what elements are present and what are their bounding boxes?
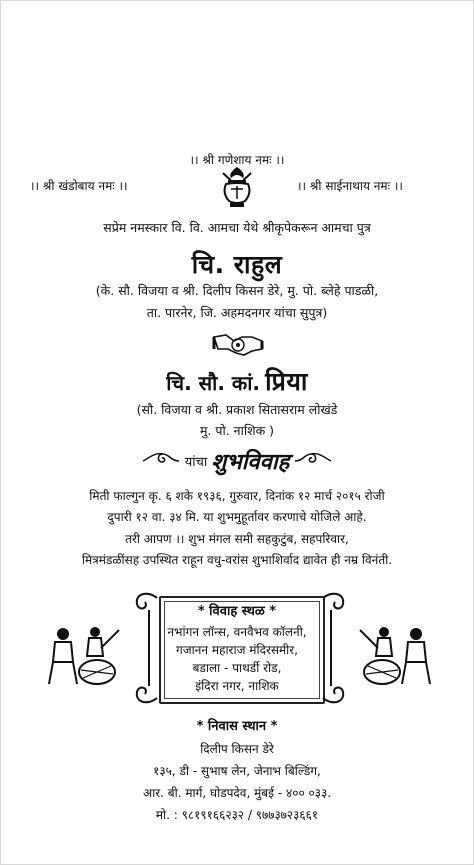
bride-name-line [0,364,474,398]
yancha-text: यांचा [184,455,208,470]
invocation-left: ।। श्री खंडोबाय नमः ।। [30,179,128,193]
groom-parents-line2: ता. पारनेर, जि. अहमदनगर यांचा सुपुत्र) [146,305,328,320]
invocation-top: ।। श्री गणेशाय नमः ।। [189,153,285,167]
venue-heading: * विवाह स्थळ * [197,604,277,619]
swirl-ornament-icon [293,450,333,472]
venue-line: इंदिरा नगर, नाशिक [195,679,279,693]
venue-line: नभांगन लॉन्स, वनवैभव कॉलनी, [167,625,307,639]
shubh-vivah-banner [0,446,474,476]
invocation-right: ।। श्री साईनाथाय नमः ।। [297,179,403,193]
details-line4: मित्रमंडळींसह उपस्थित राहून वधु-वरांस शुभाशिर्वाद द्यावेत ही नम्र विनंती. [81,553,393,567]
residence-heading: * निवास स्थान * [196,719,278,734]
drummers-icon [39,622,127,694]
residence-line1: १३५, डी - सुभाष लेन, जेनाभ बिल्डिंग, [153,764,321,778]
shubh-vivah-text: शुभविवाह [211,450,290,475]
residence-name: दिलीप किसन डेरे [200,742,274,756]
bride-prefix: चि. सौ. कां. [166,371,261,395]
details-line1: मिती फाल्गुन कृ. ६ शके १९३६, गुरुवार, दिनांक १२ मार्च २०१५ रोजी [89,489,385,503]
groom-parents-line1: (के. सौ. विजया व श्री. दिलीप किसन डेरे, मु. पो. ब्लेहे पाडळी, [95,283,379,298]
kalash-icon [217,165,257,210]
bride-name: प्रिया [265,367,308,396]
handshake-icon [212,327,264,359]
venue-line: गजानन महाराज मंदिरसमीर, [176,643,298,657]
venue-line: बडाला - पाथर्डी रोड, [192,661,282,675]
swirl-ornament-icon [141,450,181,472]
bride-parents-line2: मु. पो. नाशिक ) [199,423,275,438]
residence-line2: आर. बी. मार्ग, घोडपदेव, मुंबई - ४०० ०३३. [142,786,332,800]
residence-phone: मो. : ९८१९१६६२३२ / ९७७३७२३६६१ [155,808,319,822]
groom-name: चि. राहुल [191,250,283,279]
drummers-icon [352,622,440,694]
intro-text: सप्रेम नमस्कार वि. वि. आमचा येथे श्रीकृपेकरून आमचा पुत्र [103,220,371,235]
bride-parents-line1: (सौ. विजया व श्री. प्रकाश सितासराम लोखंडे [136,402,338,417]
details-line3: तरी आपण ।। शुभ मंगल समी सहकुटुंब, सहपरिवार, [125,532,349,546]
details-line2: दुपारी १२ वा. ३४ मि. या शुभमुहूर्तावर करणाचे योजिले आहे. [107,510,367,524]
